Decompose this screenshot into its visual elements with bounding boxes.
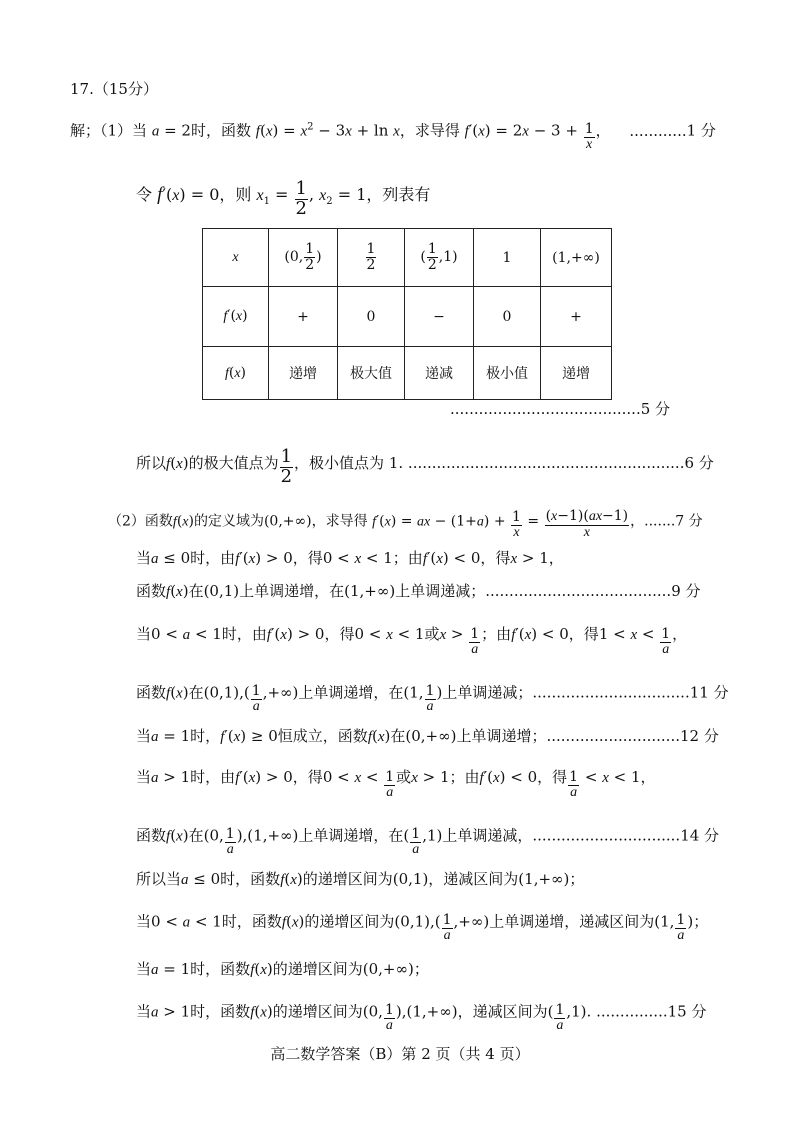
table-row — [203, 347, 612, 400]
part2-line6: 当a = 1时，f′(x) ≥ 0恒成立，函数f(x)在(0,+∞)上单调递增；............................12 分 — [136, 727, 719, 745]
table-cell: f(x) — [203, 347, 269, 400]
part1-conclusion: 所以f(x)的极大值点为 $\frac{1}{2}$ ，极小值点为 1. ..........................................................6 分 — [136, 446, 714, 487]
problem-header — [70, 82, 158, 97]
table-cell: (1,+∞) — [541, 229, 612, 287]
problem-points: （15分） — [93, 80, 158, 98]
part2-line2: 当a ≤ 0时，由f′(x) > 0，得0 < x < 1；由f′(x) < 0，得x > 1， — [136, 549, 564, 567]
table-cell: f′(x) — [203, 287, 269, 347]
page-footer: 高二数学答案（B）第 2 页（共 4 页） — [270, 1045, 530, 1063]
table-cell: 递增 — [541, 347, 612, 400]
table-cell: x — [203, 229, 269, 287]
summary-line4: 当a > 1时，函数f(x)的递增区间为(0, $\frac{1}{a}$ ),(1,+∞)，递减区间为( $\frac{1}{a}$ ,1). ...............15 分 — [136, 1002, 707, 1033]
table-cell: 递增 — [269, 347, 338, 400]
summary-line1: 所以当a ≤ 0时，函数f(x)的递增区间为(0,1)，递减区间为(1,+∞)； — [136, 870, 585, 888]
part1-line1: 解；（1）当 a = 2时，函数 $f(x) = x^2 - 3x + \ln x$，求导得 f′(x) = 2x − 3 + $\frac{1}{x}$ ， ............1 分 — [70, 121, 716, 152]
table-cell: 极小值 — [474, 347, 541, 400]
part1-line2: 令 f′(x) = 0，则 $x_1$ = $\frac{1}{2}$ , $x_2 = 1$，列表有 — [136, 178, 431, 219]
table-cell: + — [541, 287, 612, 347]
problem-number: 17. — [70, 80, 94, 98]
summary-line3: 当a = 1时，函数f(x)的递增区间为(0,+∞)； — [136, 960, 429, 978]
table-cell: $\frac{1}{2}$ — [338, 229, 405, 287]
monotonicity-table — [202, 228, 612, 400]
table-row — [203, 287, 612, 347]
part2-line8: 函数f(x)在(0, $\frac{1}{a}$ ),(1,+∞)上单调递增，在( $\frac{1}{a}$ ,1)上单调递减，...............................14 分 — [136, 826, 720, 857]
part2-line5: 函数f(x)在(0,1),( $\frac{1}{a}$ ,+∞)上单调递增，在(1, $\frac{1}{a}$ )上单调递减；.................................11 分 — [136, 683, 729, 714]
part2-line1: （2）函数f(x)的定义域为(0,+∞)，求导得 f′(x) = ax − (1+a) + $\frac{1}{x}$ = $\frac{(x-1)(ax-1)}{x}$ ，.......7 分 — [108, 508, 703, 540]
table-cell: − — [405, 287, 474, 347]
table-cell: 0 — [338, 287, 405, 347]
part2-line3: 函数f(x)在(0,1)上单调递增，在(1,+∞)上单调递减；.......................................9 分 — [136, 582, 701, 600]
table-row — [203, 229, 612, 287]
table-cell: (0, $\frac{1}{2}$ ) — [269, 229, 338, 287]
table-cell: 0 — [474, 287, 541, 347]
table-cell: ( $\frac{1}{2}$ ,1) — [405, 229, 474, 287]
part2-line4: 当0 < a < 1时，由f′(x) > 0，得0 < x < 1或x > $\frac{1}{a}$ ；由f′(x) < 0，得1 < x < $\frac{1}{a}$ ， — [136, 625, 688, 657]
table-cell: 极大值 — [338, 347, 405, 400]
table-cell: + — [269, 287, 338, 347]
table-cell: 递减 — [405, 347, 474, 400]
table-cell: 1 — [474, 229, 541, 287]
table-score: ........................................5 分 — [450, 400, 671, 418]
summary-line2: 当0 < a < 1时，函数f(x)的递增区间为(0,1),( $\frac{1}{a}$ ,+∞)上单调递增，递减区间为(1, $\frac{1}{a}$ )； — [136, 912, 709, 943]
part2-line7: 当a > 1时，由f′(x) > 0，得0 < x < $\frac{1}{a}$ 或x > 1；由f′(x) < 0，得 $\frac{1}{a}$ < x < 1， — [136, 768, 656, 800]
